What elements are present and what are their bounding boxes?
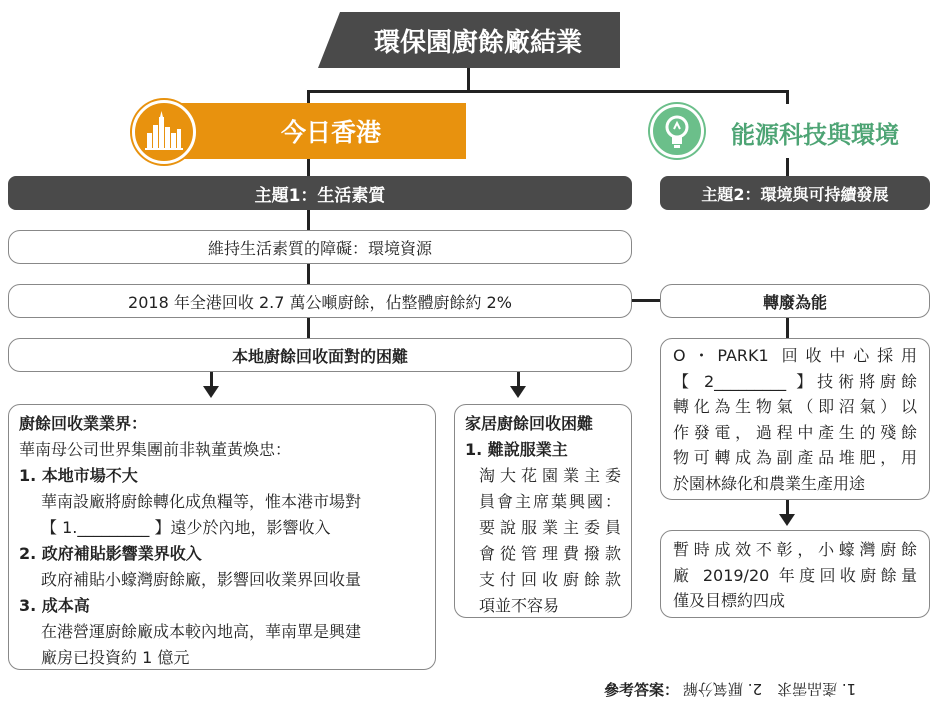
result-line: 廠 2019/20 年度回收廚餘量 bbox=[673, 565, 917, 585]
theme2-bar: 主題2：環境與可持續發展 bbox=[660, 176, 930, 210]
right-header-label: 能源科技與環境 bbox=[731, 120, 899, 149]
left-header-label: 今日香港 bbox=[280, 118, 381, 147]
opark-line: 物可轉成為副產品堆肥，用 bbox=[673, 448, 917, 467]
household-line: 員會主席葉興國： bbox=[479, 492, 621, 511]
industry-point2-title: 2. 政府補貼影響業界收入 bbox=[19, 544, 202, 563]
city-icon bbox=[132, 100, 196, 164]
industry-heading: 廚餘回收業業界： bbox=[19, 414, 148, 433]
industry-box bbox=[8, 404, 436, 670]
result-box bbox=[660, 530, 930, 618]
page-title: 環保園廚餘廠結業 bbox=[373, 27, 582, 58]
opark-line: 於園林綠化和農業生產用途 bbox=[673, 473, 866, 493]
opark-line: 【 2_________ 】技術將廚餘 bbox=[673, 371, 917, 391]
opark-box bbox=[660, 338, 930, 500]
opark-line: 作發電，過程中產生的殘餘 bbox=[673, 422, 917, 442]
difficulty-box: 本地廚餘回收面對的困難 bbox=[8, 338, 632, 372]
household-box bbox=[454, 404, 632, 618]
answer-row bbox=[604, 676, 930, 702]
household-line: 項並不容易 bbox=[479, 596, 560, 615]
opark-line: O・PARK1 回收中心採用 bbox=[673, 346, 917, 365]
industry-point3-title: 3. 成本高 bbox=[19, 596, 90, 615]
household-heading: 家居廚餘回收困難 bbox=[465, 414, 594, 433]
industry-point1-line1: 華南設廠將廚餘轉化成魚糧等，惟本港市場對 bbox=[41, 492, 362, 511]
household-line: 要說服業主委員 bbox=[479, 518, 621, 537]
bulb-icon bbox=[650, 104, 704, 158]
household-point1-title: 1. 難說服業主 bbox=[465, 440, 568, 459]
theme1-bar: 主題1：生活素質 bbox=[8, 176, 632, 210]
obstacle-box: 維持生活素質的障礙：環境資源 bbox=[8, 230, 632, 264]
stat-box: 2018 年全港回收 2.7 萬公噸廚餘，佔整體廚餘約 2% bbox=[8, 284, 632, 318]
result-line: 暫時成效不彰，小蠔灣廚餘 bbox=[673, 540, 917, 559]
industry-point1-line2: 【 1._________ 】遠少於內地，影響收入 bbox=[41, 518, 331, 537]
household-line: 支付回收廚餘款 bbox=[479, 570, 621, 589]
answer-text: 1. 產品需求 2. 厭氧分解 bbox=[683, 679, 857, 698]
household-line: 淘大花園業主委 bbox=[479, 466, 621, 485]
industry-point1-title: 1. 本地市場不大 bbox=[19, 466, 138, 485]
answer-label: 參考答案： bbox=[604, 680, 680, 699]
household-line: 會從管理費撥款 bbox=[479, 544, 621, 563]
industry-point2-line1: 政府補貼小蠔灣廚餘廠，影響回收業界回收量 bbox=[41, 570, 362, 589]
industry-intro: 華南母公司世界集團前非執董黃煥忠： bbox=[19, 440, 292, 459]
result-line: 僅及目標約四成 bbox=[673, 591, 786, 610]
waste-to-energy-box: 轉廢為能 bbox=[660, 284, 930, 318]
industry-point3-line2: 廠房已投資約 1 億元 bbox=[41, 648, 190, 667]
opark-line: 轉化為生物氣（即沼氣）以 bbox=[673, 397, 917, 416]
industry-point3-line1: 在港營運廚餘廠成本較內地高，華南單是興建 bbox=[41, 622, 362, 641]
